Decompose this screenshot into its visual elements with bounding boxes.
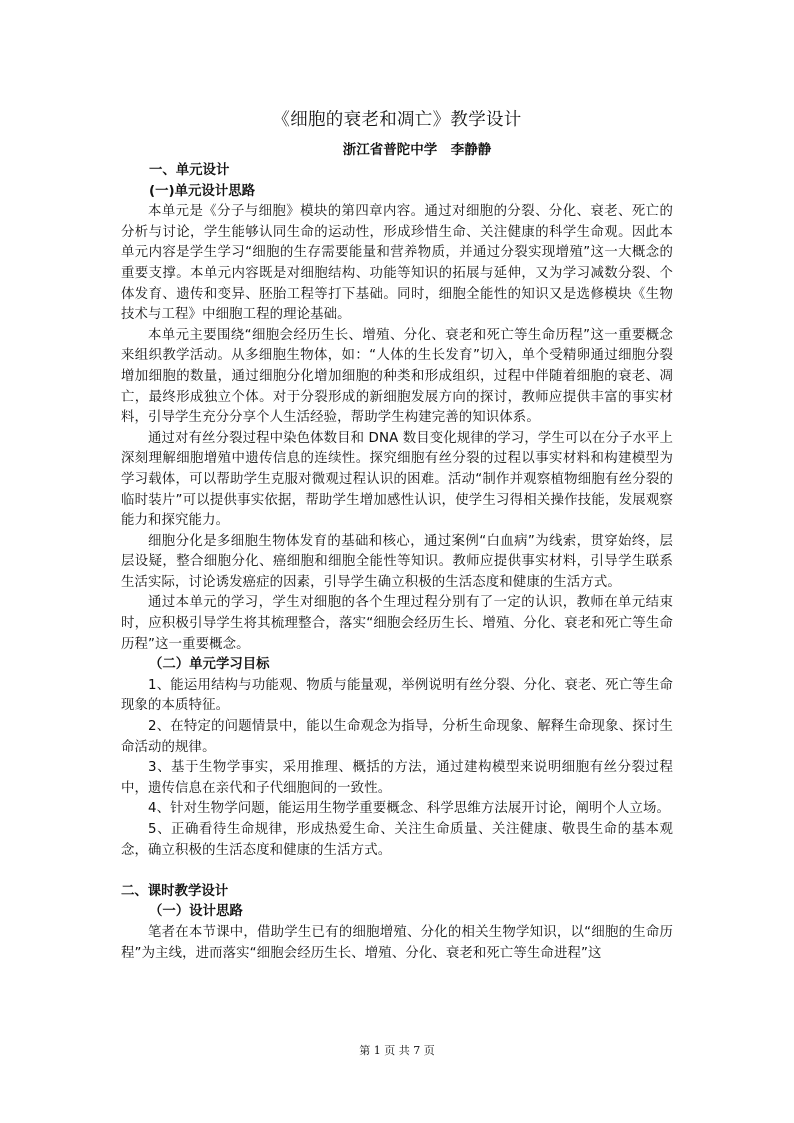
document-title: 《细胞的衰老和凋亡》教学设计 — [272, 110, 522, 130]
objective-item: 2、在特定的问题情景中，能以生命观念为指导，分析生命现象、解释生命现象、探讨生命活动的规律。 — [121, 719, 673, 755]
section-heading-lesson-design: 二、课时教学设计 — [121, 883, 229, 899]
subsection-heading-lesson-idea: （一）设计思路 — [149, 904, 243, 920]
subsection-heading-learning-objectives: （二）单元学习目标 — [149, 657, 270, 673]
objective-item: 3、基于生物学事实，采用推理、概括的方法，通过建构模型来说明细胞有丝分裂过程中，遗传信息在亲代和子代细胞间的一致性。 — [121, 760, 673, 796]
paragraph: 通过本单元的学习，学生对细胞的各个生理过程分别有了一定的认识，教师在单元结束时，应积极引导学生将其梳理整合，落实“细胞会经历生长、增殖、分化、衰老和死亡等生命历程”这一重要概念。 — [121, 595, 673, 652]
page-footer: 第 1 页 共 7 页 — [359, 1044, 435, 1057]
objective-item: 1、能运用结构与功能观、物质与能量观，举例说明有丝分裂、分化、衰老、死亡等生命现象的本质特征。 — [121, 677, 673, 714]
paragraph: 通过对有丝分裂过程中染色体数目和 DNA 数目变化规律的学习，学生可以在分子水平上深刻理解细胞增殖中遗传信息的连续性。探究细胞有丝分裂的过程以事实材料和构建模型为学习载体，可以帮助学生克服对微观过程认识的困难。活动“制作并观察植物细胞有丝分裂的临时装片”可以提供事实依据，帮助学生增加感性认识，使学生习得相关操作技能，发展观察能力和探究能力。 — [121, 430, 673, 529]
author-line: 浙江省普陀中学 李静静 — [342, 142, 492, 158]
paragraph: 本单元主要围绕“细胞会经历生长、增殖、分化、衰老和死亡等生命历程”这一重要概念来组织教学活动。从多细胞生物体，如：“人体的生长发育”切入，单个受精卵通过细胞分裂增加细胞的数量，通过细胞分化增加细胞的种类和形成组织，过程中伴随着细胞的衰老、凋亡，最终形成独立个体。对于分裂形成的新细胞发展方向的探讨，教师应提供丰富的事实材料，引导学生充分分享个人生活经验，帮助学生构建完善的知识体系。 — [121, 327, 673, 426]
paragraph: 本单元是《分子与细胞》模块的第四章内容。通过对细胞的分裂、分化、衰老、死亡的分析与讨论，学生能够认同生命的运动性，形成珍惜生命、关注健康的科学生命观。因此本单元内容是学生学习“细胞的生存需要能量和营养物质，并通过分裂实现增殖”这一大概念的重要支撑。本单元内容既是对细胞结构、功能等知识的拓展与延伸，又为学习减数分裂、个体发育、遗传和变异、胚胎工程等打下基础。同时，细胞全能性的知识又是选修模块《生物技术与工程》中细胞工程的理论基础。 — [121, 204, 673, 323]
objective-item: 5、正确看待生命规律，形成热爱生命、关注生命质量、关注健康、敬畏生命的基本观念，确立积极的生活态度和健康的生活方式。 — [121, 822, 673, 858]
objective-item: 4、针对生物学问题，能运用生物学重要概念、科学思维方法展开讨论，阐明个人立场。 — [148, 801, 671, 817]
subsection-heading-design-idea: (一)单元设计思路 — [149, 183, 255, 199]
blank-line — [121, 861, 673, 882]
paragraph: 笔者在本节课中，借助学生已有的细胞增殖、分化的相关生物学知识，以“细胞的生命历程”为主线，进而落实“细胞会经历生长、增殖、分化、衰老和死亡等生命进程”这 — [121, 924, 673, 961]
document-body — [121, 161, 673, 964]
section-heading-unit-design: 一、单元设计 — [149, 163, 230, 178]
paragraph: 细胞分化是多细胞生物体发育的基础和核心，通过案例“白血病”为线索，贯穿始终，层层设疑，整合细胞分化、癌细胞和细胞全能性等知识。教师应提供事实材料，引导学生联系生活实际，讨论诱发癌症的因素，引导学生确立积极的生活态度和健康的生活方式。 — [121, 533, 673, 590]
